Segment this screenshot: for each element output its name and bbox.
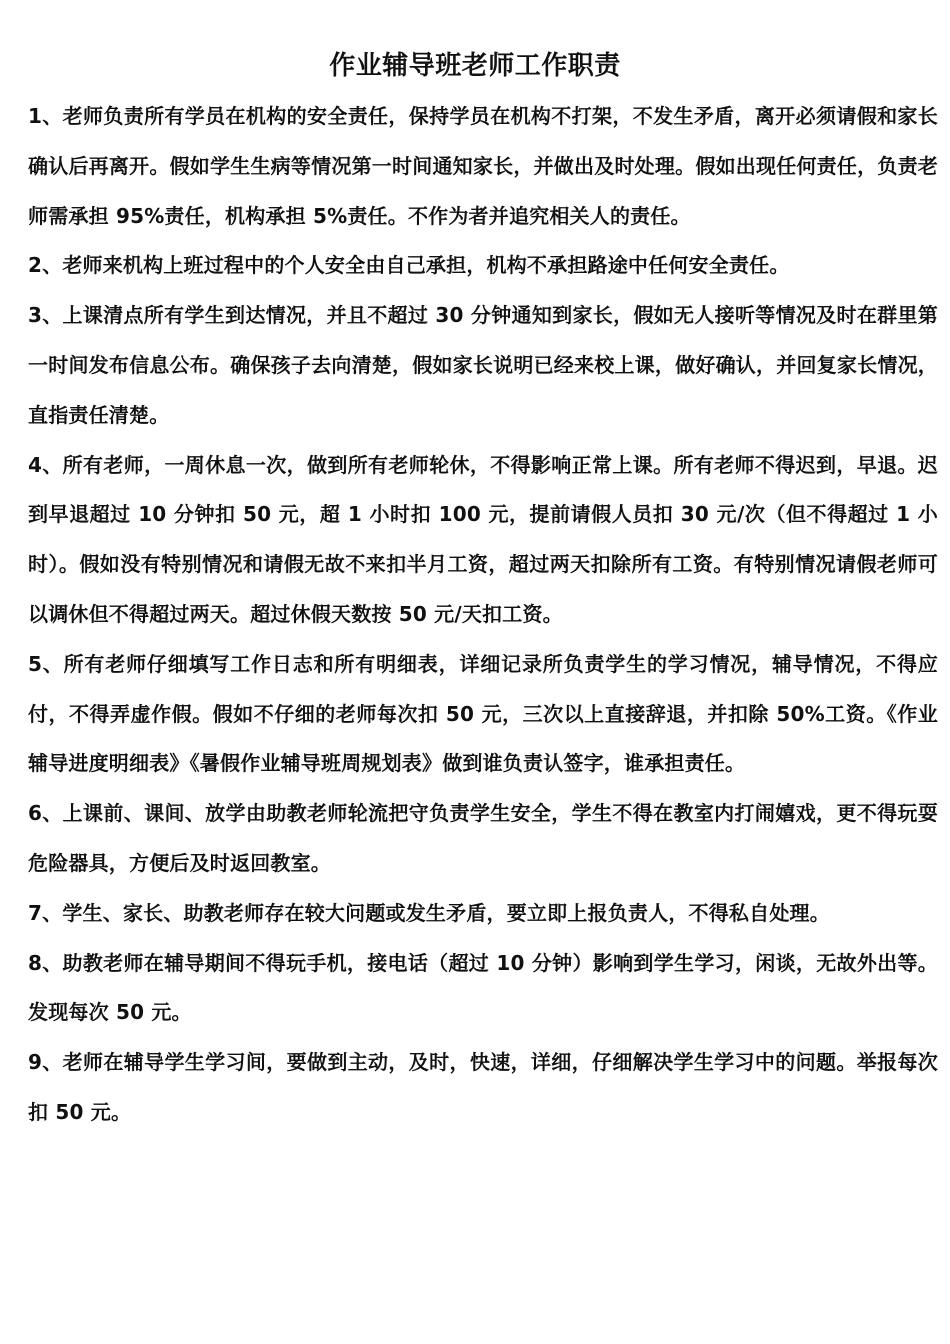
clause-6: 6、上课前、课间、放学由助教老师轮流把守负责学生安全，学生不得在教室内打闹嬉戏，更不得玩耍危险器具，方便后及时返回教室。 [28, 801, 938, 875]
clause-4: 4、所有老师，一周休息一次，做到所有老师轮休，不得影响正常上课。所有老师不得迟到，早退。迟到早退超过 10 分钟扣 50 元，超 1 小时扣 100 元，提前请假人员扣 30 元/次（但不得超过 1 小时）。假如没有特别情况和请假无故不来扣半月工资，超过两天扣除所有工资。有特别情况请假老师可以调休但不得超过两天。超过休假天数按 50 元/天扣工资。 [28, 452, 938, 626]
document-title: 作业辅导班老师工作职责 [329, 51, 621, 81]
clause-9: 9、老师在辅导学生学习间，要做到主动，及时，快速，详细，仔细解决学生学习中的问题。举报每次扣 50 元。 [28, 1050, 938, 1124]
clause-8: 8、助教老师在辅导期间不得玩手机，接电话（超过 10 分钟）影响到学生学习，闲谈，无故外出等。发现每次 50 元。 [28, 950, 938, 1025]
clause-5: 5、所有老师仔细填写工作日志和所有明细表，详细记录所负责学生的学习情况，辅导情况，不得应付，不得弄虚作假。假如不仔细的老师每次扣 50 元，三次以上直接辞退，并扣除 50%工资。《作业辅导进度明细表》《暑假作业辅导班周规划表》做到谁负责认签字，谁承担责任。 [28, 651, 938, 776]
clause-7: 7、学生、家长、助教老师存在较大问题或发生矛盾，要立即上报负责人，不得私自处理。 [28, 900, 830, 925]
document-body [28, 92, 938, 1138]
clause-1: 1、老师负责所有学员在机构的安全责任，保持学员在机构不打架，不发生矛盾，离开必须请假和家长确认后再离开。假如学生生病等情况第一时间通知家长，并做出及时处理。假如出现任何责任，负责老师需承担 95%责任，机构承担 5%责任。不作为者并追究相关人的责任。 [28, 104, 938, 228]
clause-2: 2、老师来机构上班过程中的个人安全由自己承担，机构不承担路途中任何安全责任。 [28, 253, 790, 278]
clause-3: 3、上课清点所有学生到达情况，并且不超过 30 分钟通知到家长，假如无人接听等情况及时在群里第一时间发布信息公布。确保孩子去向清楚，假如家长说明已经来校上课，做好确认，并回复家长情况，直指责任清楚。 [28, 303, 938, 427]
